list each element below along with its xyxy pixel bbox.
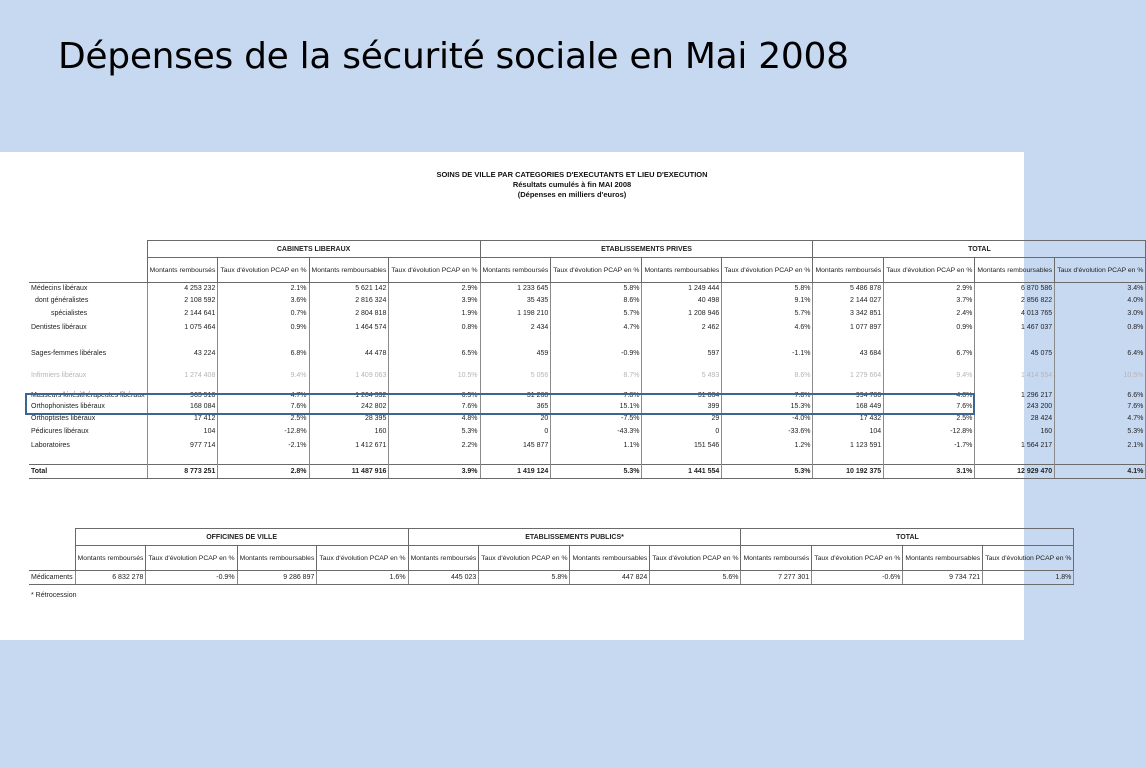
value-cell: 7.6% bbox=[884, 401, 975, 413]
value-cell: 4.8% bbox=[389, 413, 480, 425]
value-cell: 4.7% bbox=[218, 391, 309, 401]
value-cell: -2.1% bbox=[218, 439, 309, 465]
soins-de-ville-table bbox=[29, 240, 1146, 479]
value-cell: 1 123 591 bbox=[813, 439, 884, 465]
group-header: ETABLISSEMENTS PUBLICS* bbox=[408, 529, 741, 546]
value-cell: 3.9% bbox=[389, 295, 480, 307]
row-label: spécialistes bbox=[51, 310, 88, 317]
table-row bbox=[29, 307, 1146, 321]
table-row bbox=[29, 571, 1074, 585]
value-cell: 15.3% bbox=[722, 401, 813, 413]
value-cell: 1 441 554 bbox=[642, 465, 722, 479]
group-header: ETABLISSEMENTS PRIVES bbox=[480, 241, 813, 258]
value-cell: 160 bbox=[975, 425, 1055, 439]
value-cell: 7 277 301 bbox=[741, 571, 812, 585]
value-cell: 1.2% bbox=[722, 439, 813, 465]
value-cell: 2.9% bbox=[389, 283, 480, 295]
row-label: Orthophonistes libéraux bbox=[31, 403, 105, 410]
column-header-row bbox=[29, 546, 1074, 571]
value-cell: 168 449 bbox=[813, 401, 884, 413]
value-cell: 6.5% bbox=[389, 347, 480, 369]
value-cell: 0.7% bbox=[218, 307, 309, 321]
column-header: Taux d'évolution PCAP en % bbox=[146, 546, 237, 571]
group-header: TOTAL bbox=[813, 241, 1146, 258]
value-cell: 977 714 bbox=[147, 439, 218, 465]
value-cell: 2.1% bbox=[1055, 439, 1146, 465]
column-header: Montants remboursés bbox=[75, 546, 146, 571]
value-cell: 3 342 851 bbox=[813, 307, 884, 321]
value-cell: 6.8% bbox=[218, 347, 309, 369]
slide-title: Dépenses de la sécurité sociale en Mai 2008 bbox=[58, 36, 849, 77]
row-label: Dentistes libéraux bbox=[31, 323, 87, 331]
row-label: Pédicures libéraux bbox=[31, 428, 89, 435]
value-cell: 4 013 765 bbox=[975, 307, 1055, 321]
value-cell: 151 546 bbox=[642, 439, 722, 465]
value-cell: 1 075 464 bbox=[147, 321, 218, 347]
table-row bbox=[29, 439, 1146, 465]
value-cell: 104 bbox=[147, 425, 218, 439]
value-cell: 8.6% bbox=[551, 295, 642, 307]
value-cell: 9.1% bbox=[722, 295, 813, 307]
row-label: Total bbox=[29, 465, 147, 479]
report-area bbox=[0, 152, 1144, 640]
value-cell: 10 192 375 bbox=[813, 465, 884, 479]
row-label: dont généralistes bbox=[35, 297, 89, 304]
row-label: Masseurs kinésithérapeutes libéraux bbox=[31, 392, 145, 399]
value-cell: -0.9% bbox=[146, 571, 237, 585]
value-cell: 994 786 bbox=[813, 391, 884, 401]
value-cell: 0 bbox=[642, 425, 722, 439]
value-cell: 3.4% bbox=[1055, 283, 1146, 295]
value-cell: 5.8% bbox=[722, 283, 813, 295]
value-cell: 3.6% bbox=[218, 295, 309, 307]
row-label: Médecins libéraux bbox=[29, 283, 147, 295]
value-cell: 35 435 bbox=[480, 295, 551, 307]
value-cell: 5.3% bbox=[551, 465, 642, 479]
column-header: Taux d'évolution PCAP en % bbox=[650, 546, 741, 571]
value-cell: 1 264 332 bbox=[309, 391, 389, 401]
value-cell: 2 144 027 bbox=[813, 295, 884, 307]
column-header: Taux d'évolution PCAP en % bbox=[317, 546, 408, 571]
value-cell: 9 286 897 bbox=[237, 571, 317, 585]
column-header: Montants remboursables bbox=[975, 258, 1055, 283]
value-cell: 2.5% bbox=[218, 413, 309, 425]
value-cell: 5.6% bbox=[650, 571, 741, 585]
value-cell: 4.0% bbox=[1055, 295, 1146, 307]
value-cell: 0.9% bbox=[884, 321, 975, 347]
value-cell: 1 249 444 bbox=[642, 283, 722, 295]
value-cell: 445 023 bbox=[408, 571, 479, 585]
value-cell: 4 253 232 bbox=[147, 283, 218, 295]
value-cell: 2.1% bbox=[218, 283, 309, 295]
value-cell: 1 198 210 bbox=[480, 307, 551, 321]
table-row bbox=[29, 369, 1146, 391]
column-header: Taux d'évolution PCAP en % bbox=[479, 546, 570, 571]
value-cell: 242 802 bbox=[309, 401, 389, 413]
value-cell: 2 462 bbox=[642, 321, 722, 347]
value-cell: -43.3% bbox=[551, 425, 642, 439]
value-cell: 447 824 bbox=[570, 571, 650, 585]
column-header: Montants remboursés bbox=[408, 546, 479, 571]
table-row bbox=[29, 321, 1146, 347]
value-cell: 5.8% bbox=[551, 283, 642, 295]
value-cell: 6 870 586 bbox=[975, 283, 1055, 295]
corner-cell bbox=[29, 241, 147, 258]
value-cell: 2 804 818 bbox=[309, 307, 389, 321]
column-header: Taux d'évolution PCAP en % bbox=[812, 546, 903, 571]
value-cell: 6 832 278 bbox=[75, 571, 146, 585]
value-cell: 9 734 721 bbox=[903, 571, 983, 585]
value-cell: 2 144 641 bbox=[147, 307, 218, 321]
value-cell: -1.7% bbox=[884, 439, 975, 465]
group-header-row bbox=[29, 241, 1146, 258]
value-cell: 5.3% bbox=[722, 465, 813, 479]
value-cell: 8.7% bbox=[551, 369, 642, 391]
column-header: Taux d'évolution PCAP en % bbox=[389, 258, 480, 283]
column-header: Taux d'évolution PCAP en % bbox=[1055, 258, 1146, 283]
value-cell: 5.3% bbox=[389, 425, 480, 439]
table-row bbox=[29, 425, 1146, 439]
value-cell: 1 279 664 bbox=[813, 369, 884, 391]
value-cell: 29 bbox=[642, 413, 722, 425]
value-cell: 2 434 bbox=[480, 321, 551, 347]
value-cell: 17 432 bbox=[813, 413, 884, 425]
value-cell: 17 412 bbox=[147, 413, 218, 425]
value-cell: 4.1% bbox=[1055, 465, 1146, 479]
value-cell: 1 414 554 bbox=[975, 369, 1055, 391]
column-header: Taux d'évolution PCAP en % bbox=[983, 546, 1074, 571]
value-cell: -7.5% bbox=[551, 413, 642, 425]
value-cell: 20 bbox=[480, 413, 551, 425]
column-header: Montants remboursables bbox=[903, 546, 983, 571]
column-header: Montants remboursés bbox=[147, 258, 218, 283]
value-cell: 8 773 251 bbox=[147, 465, 218, 479]
value-cell: 28 395 bbox=[309, 413, 389, 425]
value-cell: 3.7% bbox=[884, 295, 975, 307]
column-header: Montants remboursables bbox=[309, 258, 389, 283]
value-cell: 1 467 037 bbox=[975, 321, 1055, 347]
value-cell: 0 bbox=[480, 425, 551, 439]
officines-table bbox=[29, 528, 1074, 585]
corner-cell bbox=[29, 529, 75, 546]
value-cell: 160 bbox=[309, 425, 389, 439]
column-header: Montants remboursés bbox=[480, 258, 551, 283]
value-cell: 5 493 bbox=[642, 369, 722, 391]
report-title: SOINS DE VILLE PAR CATEGORIES D'EXECUTANTS ET LIEU D'EXECUTION bbox=[436, 170, 708, 179]
value-cell: 1 077 897 bbox=[813, 321, 884, 347]
value-cell: 1 296 217 bbox=[975, 391, 1055, 401]
value-cell: 9.4% bbox=[884, 369, 975, 391]
value-cell: 2.8% bbox=[218, 465, 309, 479]
value-cell: 2.4% bbox=[884, 307, 975, 321]
value-cell: -12.8% bbox=[218, 425, 309, 439]
value-cell: 1.6% bbox=[317, 571, 408, 585]
row-label: Orthoptistes libéraux bbox=[31, 415, 96, 422]
value-cell: -0.6% bbox=[812, 571, 903, 585]
group-header: OFFICINES DE VILLE bbox=[75, 529, 408, 546]
table-row bbox=[29, 347, 1146, 369]
value-cell: 31 268 bbox=[480, 391, 551, 401]
value-cell: 5.8% bbox=[479, 571, 570, 585]
value-cell: 12 929 470 bbox=[975, 465, 1055, 479]
value-cell: 45 075 bbox=[975, 347, 1055, 369]
value-cell: 4.7% bbox=[1055, 413, 1146, 425]
value-cell: 2.9% bbox=[884, 283, 975, 295]
value-cell: 6.4% bbox=[1055, 347, 1146, 369]
value-cell: 28 424 bbox=[975, 413, 1055, 425]
table-row bbox=[29, 283, 1146, 295]
value-cell: 5 621 142 bbox=[309, 283, 389, 295]
value-cell: 5 486 878 bbox=[813, 283, 884, 295]
corner-cell bbox=[29, 546, 75, 571]
column-header-row bbox=[29, 258, 1146, 283]
value-cell: -12.8% bbox=[884, 425, 975, 439]
value-cell: -4.0% bbox=[722, 413, 813, 425]
value-cell: 10.5% bbox=[389, 369, 480, 391]
value-cell: 2 816 324 bbox=[309, 295, 389, 307]
group-header-row bbox=[29, 529, 1074, 546]
value-cell: 10.5% bbox=[1055, 369, 1146, 391]
value-cell: 5.7% bbox=[551, 307, 642, 321]
value-cell: 0.8% bbox=[1055, 321, 1146, 347]
value-cell: 2 108 592 bbox=[147, 295, 218, 307]
value-cell: 4.6% bbox=[722, 321, 813, 347]
row-label: Sages-femmes libérales bbox=[31, 349, 107, 357]
report-subtitle: Résultats cumulés à fin MAI 2008 bbox=[512, 180, 632, 189]
value-cell: 4.8% bbox=[884, 391, 975, 401]
value-cell: 4.7% bbox=[551, 321, 642, 347]
column-header: Taux d'évolution PCAP en % bbox=[218, 258, 309, 283]
value-cell: 6.5% bbox=[389, 391, 480, 401]
value-cell: 40 498 bbox=[642, 295, 722, 307]
value-cell: 9.4% bbox=[218, 369, 309, 391]
column-header: Montants remboursés bbox=[741, 546, 812, 571]
row-label: Infirmiers libéraux bbox=[31, 371, 87, 379]
value-cell: 459 bbox=[480, 347, 551, 369]
value-cell: 1 464 574 bbox=[309, 321, 389, 347]
column-header: Montants remboursables bbox=[570, 546, 650, 571]
value-cell: 7.6% bbox=[218, 401, 309, 413]
value-cell: 1.1% bbox=[551, 439, 642, 465]
row-label: Laboratoires bbox=[31, 441, 70, 449]
value-cell: 3.9% bbox=[389, 465, 480, 479]
value-cell: 11 487 916 bbox=[309, 465, 389, 479]
value-cell: 15.1% bbox=[551, 401, 642, 413]
value-cell: 2.2% bbox=[389, 439, 480, 465]
value-cell: 145 877 bbox=[480, 439, 551, 465]
value-cell: 0.8% bbox=[389, 321, 480, 347]
value-cell: 1.9% bbox=[389, 307, 480, 321]
column-header: Montants remboursables bbox=[642, 258, 722, 283]
value-cell: 243 200 bbox=[975, 401, 1055, 413]
value-cell: 1 564 217 bbox=[975, 439, 1055, 465]
value-cell: 1 412 671 bbox=[309, 439, 389, 465]
value-cell: 7.8% bbox=[722, 391, 813, 401]
value-cell: 7.6% bbox=[1055, 401, 1146, 413]
value-cell: 43 224 bbox=[147, 347, 218, 369]
value-cell: 3.1% bbox=[884, 465, 975, 479]
value-cell: 1 208 946 bbox=[642, 307, 722, 321]
report-header bbox=[392, 170, 752, 200]
value-cell: 1 274 408 bbox=[147, 369, 218, 391]
value-cell: 6.6% bbox=[1055, 391, 1146, 401]
value-cell: 7.8% bbox=[551, 391, 642, 401]
value-cell: 2.5% bbox=[884, 413, 975, 425]
value-cell: 8.6% bbox=[722, 369, 813, 391]
value-cell: 31 884 bbox=[642, 391, 722, 401]
highlight-box-masseurs-row bbox=[25, 393, 975, 415]
value-cell: 5.3% bbox=[1055, 425, 1146, 439]
value-cell: 43 684 bbox=[813, 347, 884, 369]
value-cell: 1.8% bbox=[983, 571, 1074, 585]
value-cell: 104 bbox=[813, 425, 884, 439]
value-cell: -0.9% bbox=[551, 347, 642, 369]
table-row bbox=[29, 295, 1146, 307]
value-cell: 0.9% bbox=[218, 321, 309, 347]
table-row bbox=[29, 465, 1146, 479]
value-cell: 1 419 124 bbox=[480, 465, 551, 479]
value-cell: 365 bbox=[480, 401, 551, 413]
corner-cell bbox=[29, 258, 147, 283]
value-cell: -33.6% bbox=[722, 425, 813, 439]
footnote: * Rétrocession bbox=[31, 592, 77, 599]
column-header: Taux d'évolution PCAP en % bbox=[551, 258, 642, 283]
value-cell: 963 518 bbox=[147, 391, 218, 401]
group-header: TOTAL bbox=[741, 529, 1074, 546]
value-cell: 168 084 bbox=[147, 401, 218, 413]
column-header: Taux d'évolution PCAP en % bbox=[884, 258, 975, 283]
value-cell: 5.7% bbox=[722, 307, 813, 321]
group-header: CABINETS LIBERAUX bbox=[147, 241, 480, 258]
value-cell: 6.7% bbox=[884, 347, 975, 369]
value-cell: 3.0% bbox=[1055, 307, 1146, 321]
value-cell: 5 056 bbox=[480, 369, 551, 391]
value-cell: 44 478 bbox=[309, 347, 389, 369]
column-header: Montants remboursés bbox=[813, 258, 884, 283]
value-cell: 7.6% bbox=[389, 401, 480, 413]
value-cell: 1 409 063 bbox=[309, 369, 389, 391]
column-header: Taux d'évolution PCAP en % bbox=[722, 258, 813, 283]
report-units: (Dépenses en milliers d'euros) bbox=[517, 190, 627, 199]
row-label: Médicaments bbox=[29, 571, 75, 585]
value-cell: 1 233 645 bbox=[480, 283, 551, 295]
value-cell: -1.1% bbox=[722, 347, 813, 369]
value-cell: 2 856 822 bbox=[975, 295, 1055, 307]
value-cell: 597 bbox=[642, 347, 722, 369]
value-cell: 399 bbox=[642, 401, 722, 413]
column-header: Montants remboursables bbox=[237, 546, 317, 571]
